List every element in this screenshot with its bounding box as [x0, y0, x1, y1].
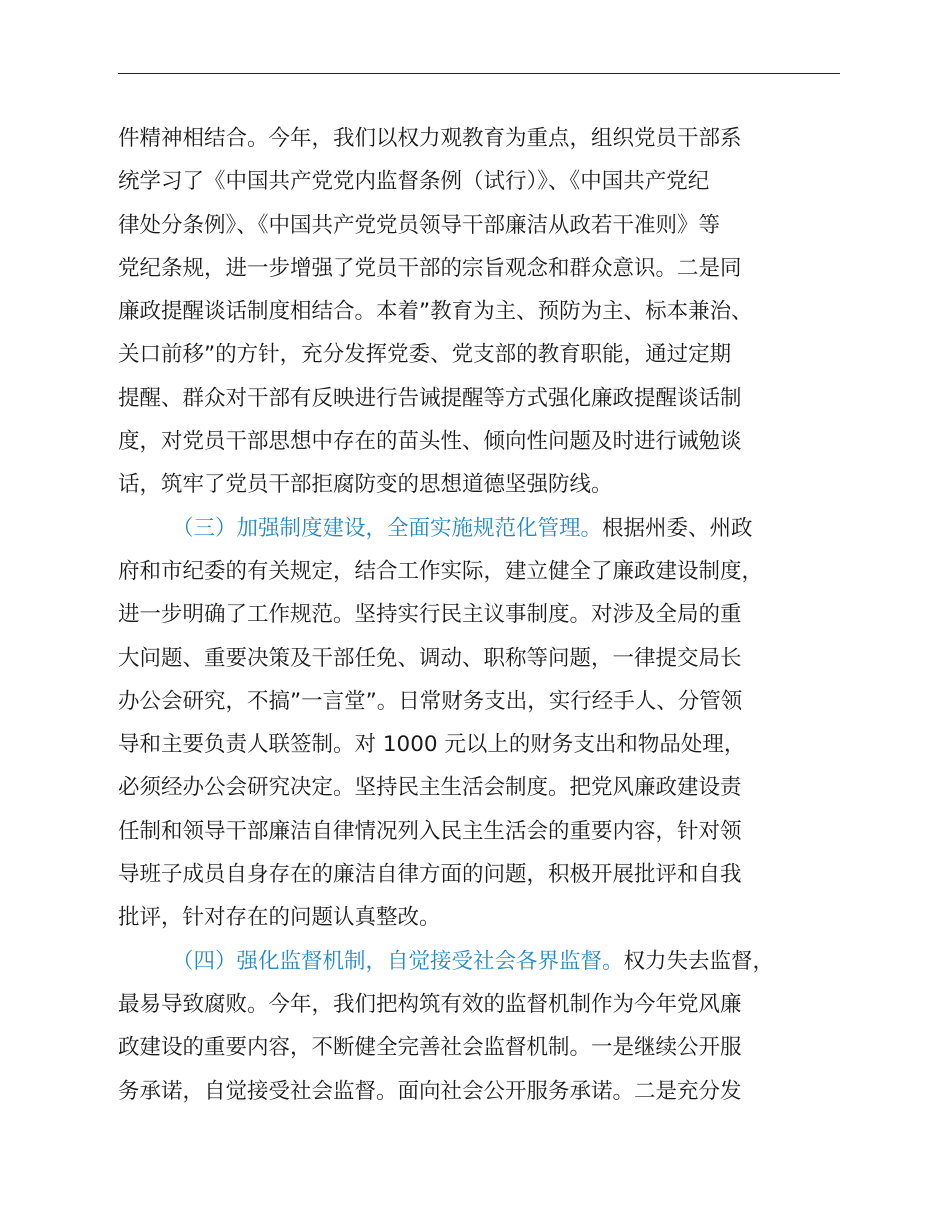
section-4-heading: （四）强化监督机制，自觉接受社会各界监督。 [172, 948, 624, 974]
text-line: 批评，针对存在的问题认真整改。 [118, 905, 441, 931]
text-line: 度，对党员干部思想中存在的苗头性、倾向性问题及时进行诫勉谈 [118, 429, 742, 455]
text-line: 大问题、重要决策及干部任免、调动、职称等问题，一律提交局长 [118, 645, 742, 671]
text-line: 府和市纪委的有关规定，结合工作实际，建立健全了廉政建设制度， [118, 558, 764, 584]
text-line: 话，筑牢了党员干部拒腐防变的思想道德坚强防线。 [118, 472, 613, 498]
text-line: 进一步明确了工作规范。坚持实行民主议事制度。对涉及全局的重 [118, 602, 742, 628]
text-line: 统学习了《中国共产党党内监督条例（试行）》、《中国共产党纪 [118, 169, 710, 195]
text-line: 政建设的重要内容，不断健全完善社会监督机制。一是继续公开服 [118, 1035, 742, 1061]
text-line: 最易导致腐败。今年，我们把构筑有效的监督机制作为今年党风廉 [118, 991, 742, 1017]
text-line: 关口前移”的方针，充分发挥党委、党支部的教育职能，通过定期 [118, 342, 732, 368]
document-body [118, 117, 863, 1113]
text-line: 导和主要负责人联签制。对 1000 元以上的财务支出和物品处理， [118, 732, 746, 758]
section-4-first-line-rest: 权力失去监督， [623, 948, 775, 974]
section-4-first-line [118, 940, 863, 983]
header-rule [118, 73, 840, 74]
text-line: 导班子成员自身存在的廉洁自律方面的问题，积极开展批评和自我 [118, 862, 742, 888]
paragraph-1 [118, 117, 863, 507]
text-line: 必须经办公会研究决定。坚持民主生活会制度。把党风廉政建设责 [118, 775, 742, 801]
text-line: 件精神相结合。今年，我们以权力观教育为重点，组织党员干部系 [118, 126, 742, 151]
text-line: 提醒、群众对干部有反映进行告诫提醒等方式强化廉政提醒谈话制 [118, 385, 742, 411]
section-3-paragraph [118, 507, 863, 940]
section-3-first-line [118, 507, 863, 550]
text-line: 任制和领导干部廉洁自律情况列入民主生活会的重要内容，针对领 [118, 818, 742, 844]
text-line: 廉政提醒谈话制度相结合。本着”教育为主、预防为主、标本兼治、 [118, 299, 753, 325]
section-3-first-line-rest: 根据州委、州政 [602, 515, 753, 541]
section-3-heading: （三）加强制度建设，全面实施规范化管理。 [172, 515, 603, 541]
text-line: 律处分条例》、《中国共产党党员领导干部廉洁从政若干准则》等 [118, 212, 721, 238]
section-4-paragraph [118, 940, 863, 1113]
text-line: 办公会研究，不搞”一言堂”。日常财务支出，实行经手人、分管领 [118, 688, 743, 714]
text-line: 务承诺，自觉接受社会监督。面向社会公开服务承诺。二是充分发 [118, 1078, 742, 1104]
text-line: 党纪条规，进一步增强了党员干部的宗旨观念和群众意识。二是同 [118, 255, 742, 281]
